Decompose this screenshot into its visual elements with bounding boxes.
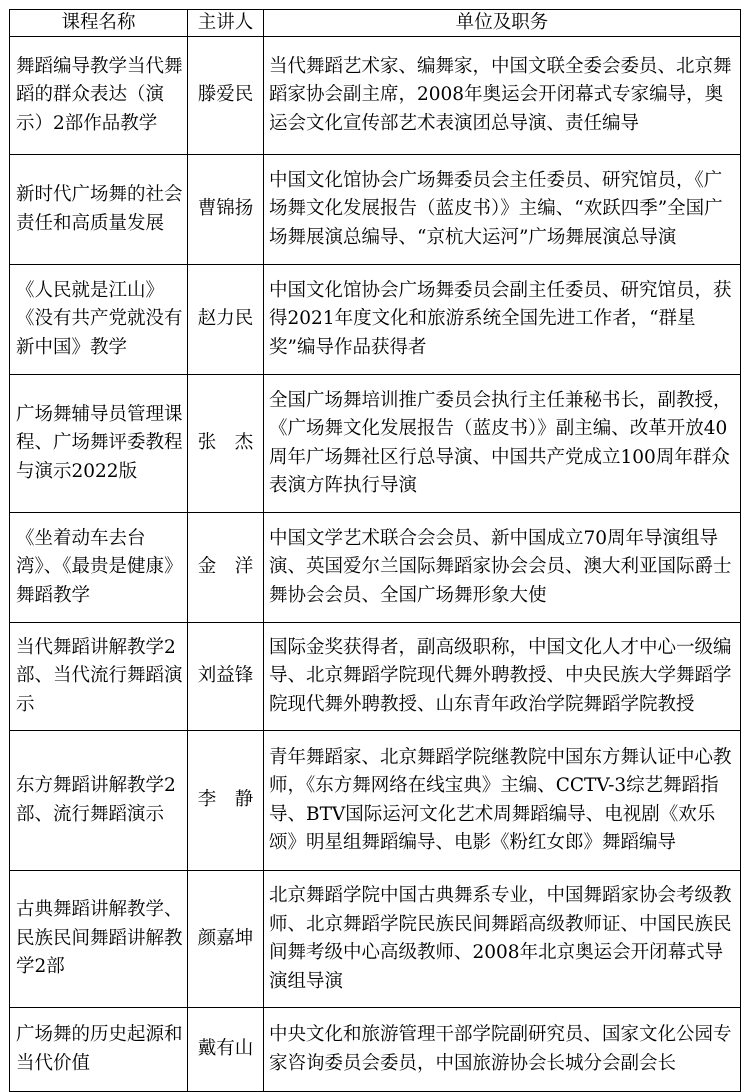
speaker-name: 李 静 <box>188 731 264 871</box>
speaker-title: 全国广场舞培训推广委员会执行主任兼秘书长，副教授，《广场舞文化发展报告（蓝皮书）》副主编、改革开放40周年广场舞社区行总导演、中国共产党成立100周年群众表演方阵执行导演 <box>264 375 741 513</box>
table-row <box>10 871 741 1008</box>
table-row <box>10 1008 741 1092</box>
table-row <box>10 155 741 265</box>
header-unit: 单位及职务 <box>264 10 741 37</box>
table-row <box>10 265 741 375</box>
course-name: 广场舞的历史起源和当代价值 <box>10 1008 188 1092</box>
course-name: 东方舞蹈讲解教学2部、流行舞蹈演示 <box>10 731 188 871</box>
course-name: 舞蹈编导教学当代舞蹈的群众表达（演示）2部作品教学 <box>10 37 188 155</box>
table-row <box>10 513 741 623</box>
table-row <box>10 375 741 513</box>
speaker-name: 曹锦扬 <box>188 155 264 265</box>
course-name: 《坐着动车去台湾》、《最贵是健康》舞蹈教学 <box>10 513 188 623</box>
speaker-title: 北京舞蹈学院中国古典舞系专业，中国舞蹈家协会考级教师、北京舞蹈学院民族民间舞蹈高级教师证、中国民族民间舞考级中心高级教师、2008年北京奥运会开闭幕式导演组导演 <box>264 871 741 1008</box>
course-name: 当代舞蹈讲解教学2部、当代流行舞蹈演示 <box>10 623 188 731</box>
speaker-title: 中国文化馆协会广场舞委员会主任委员、研究馆员，《广场舞文化发展报告（蓝皮书）》主编、“欢跃四季”全国广场舞展演总编导、“京杭大运河”广场舞展演总导演 <box>264 155 741 265</box>
course-name: 《人民就是江山》《没有共产党就没有新中国》教学 <box>10 265 188 375</box>
course-name: 新时代广场舞的社会责任和高质量发展 <box>10 155 188 265</box>
table-row <box>10 623 741 731</box>
course-table <box>9 9 741 1092</box>
speaker-name: 颜嘉坤 <box>188 871 264 1008</box>
course-name: 广场舞辅导员管理课程、广场舞评委教程与演示2022版 <box>10 375 188 513</box>
speaker-title: 当代舞蹈艺术家、编舞家，中国文联全委会委员、北京舞蹈家协会副主席，2008年奥运会开闭幕式专家编导，奥运会文化宣传部艺术表演团总导演、责任编导 <box>264 37 741 155</box>
speaker-title: 中国文学艺术联合会会员、新中国成立70周年导演组导演、英国爱尔兰国际舞蹈家协会会员、澳大利亚国际爵士舞协会会员、全国广场舞形象大使 <box>264 513 741 623</box>
speaker-name: 赵力民 <box>188 265 264 375</box>
speaker-title: 中央文化和旅游管理干部学院副研究员、国家文化公园专家咨询委员会委员，中国旅游协会长城分会副会长 <box>264 1008 741 1092</box>
speaker-name: 戴有山 <box>188 1008 264 1092</box>
speaker-name: 张 杰 <box>188 375 264 513</box>
course-name: 古典舞蹈讲解教学、民族民间舞蹈讲解教学2部 <box>10 871 188 1008</box>
speaker-title: 青年舞蹈家、北京舞蹈学院继教院中国东方舞认证中心教师，《东方舞网络在线宝典》主编、CCTV-3综艺舞蹈指导、BTV国际运河文化艺术周舞蹈编导、电视剧《欢乐颂》明星组舞蹈编导、电影《粉红女郎》舞蹈编导 <box>264 731 741 871</box>
table-row <box>10 37 741 155</box>
speaker-name: 刘益锋 <box>188 623 264 731</box>
speaker-name: 滕爱民 <box>188 37 264 155</box>
header-course: 课程名称 <box>10 10 188 37</box>
speaker-name: 金 洋 <box>188 513 264 623</box>
speaker-title: 中国文化馆协会广场舞委员会副主任委员、研究馆员，获得2021年度文化和旅游系统全国先进工作者，“群星奖”编导作品获得者 <box>264 265 741 375</box>
speaker-title: 国际金奖获得者，副高级职称，中国文化人才中心一级编导、北京舞蹈学院现代舞外聘教授、中央民族大学舞蹈学院现代舞外聘教授、山东青年政治学院舞蹈学院教授 <box>264 623 741 731</box>
header-speaker: 主讲人 <box>188 10 264 37</box>
table-row <box>10 731 741 871</box>
header-row <box>10 10 741 37</box>
